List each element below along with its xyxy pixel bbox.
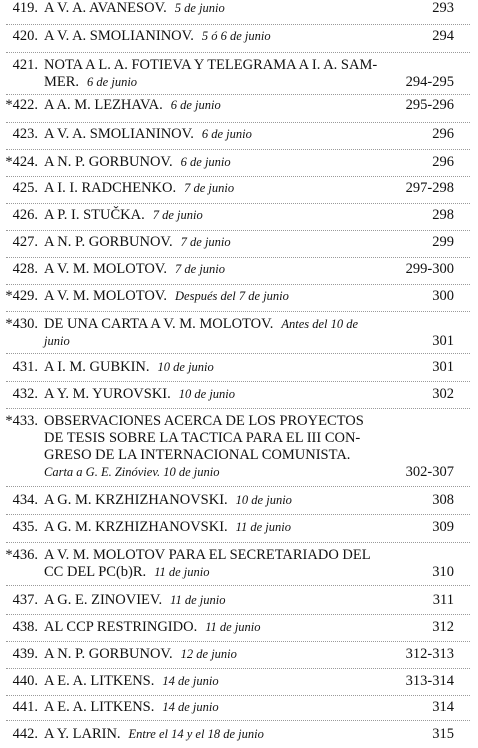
entry-title-line: A V. M. MOLOTOV. <box>44 261 168 277</box>
dotted-separator <box>6 486 470 487</box>
entry-page: 293 <box>432 0 454 16</box>
entry-date: 10 de junio <box>178 387 236 401</box>
entry-date: 6 de junio <box>201 127 252 141</box>
entry-page: 313-314 <box>405 673 454 689</box>
entry-title <box>44 699 416 716</box>
dotted-separator <box>6 720 470 721</box>
entry-title-line: A Y. M. YUROVSKI. <box>44 386 171 402</box>
dotted-separator <box>6 311 470 312</box>
entry-title <box>44 519 416 536</box>
entry-number: *422. <box>5 97 38 113</box>
entry-date: 7 de junio <box>184 181 235 195</box>
entry-date: 12 de junio <box>180 647 237 661</box>
dotted-separator <box>6 230 470 231</box>
entry-number: 442. <box>12 726 38 742</box>
dotted-separator <box>6 585 470 586</box>
entry-date: Antes del 10 de <box>281 317 359 331</box>
entry-page: 294-295 <box>405 74 454 90</box>
entry-number: *433. <box>5 413 38 429</box>
entry-title-line: A E. A. LITKENS. <box>44 673 155 689</box>
dotted-separator <box>6 203 470 204</box>
entry-title-line: A G. M. KRZHIZHANOVSKI. <box>44 492 228 508</box>
entry-page: 311 <box>432 592 454 608</box>
entry-number: 426. <box>12 207 38 223</box>
dotted-separator <box>6 122 470 123</box>
entry-title <box>44 359 416 376</box>
entry-title <box>44 673 416 690</box>
dotted-separator <box>6 408 470 409</box>
entry-title <box>44 234 416 251</box>
entry-title-line: A V. A. AVANESOV. <box>44 0 167 16</box>
entry-date: 7 de junio <box>175 262 226 276</box>
entry-page: 297-298 <box>405 180 454 196</box>
entry-page: 314 <box>432 699 454 715</box>
entry-number: 420. <box>12 28 38 44</box>
entry-title <box>44 288 416 305</box>
entry-page: 299 <box>432 234 454 250</box>
dotted-separator <box>6 149 470 150</box>
entry-page: 298 <box>432 207 454 223</box>
entry-date: Carta a G. E. Zinóviev. 10 de junio <box>44 465 220 479</box>
entry-page: 296 <box>432 126 454 142</box>
dotted-separator <box>6 542 470 543</box>
entry-title-line: A I. M. GUBKIN. <box>44 359 150 375</box>
dotted-separator <box>6 52 470 53</box>
entry-title <box>44 413 416 481</box>
entry-page: 312-313 <box>405 646 454 662</box>
entry-date: 10 de junio <box>235 493 292 507</box>
entry-number: 421. <box>12 57 38 73</box>
entry-title-line: CC DEL PC(b)R. <box>44 564 147 580</box>
entry-title-line: A N. P. GORBUNOV. <box>44 234 173 250</box>
entry-date: 6 de junio <box>180 155 231 169</box>
entry-page: 308 <box>432 492 454 508</box>
entry-title-line: A V. A. SMOLIANINOV. <box>44 28 194 44</box>
entry-date: 14 de junio <box>162 674 219 688</box>
entry-title-line: OBSERVACIONES ACERCA DE LOS PROYECTOS <box>44 413 364 429</box>
dotted-separator <box>6 641 470 642</box>
entry-title <box>44 492 416 509</box>
dotted-separator <box>6 353 470 354</box>
entry-number: 425. <box>12 180 38 196</box>
entry-page: 302 <box>432 386 454 402</box>
entry-date: 6 de junio <box>87 75 138 89</box>
entry-number: 435. <box>12 519 38 535</box>
entry-title <box>44 386 416 403</box>
entry-title-line: A G. M. KRZHIZHANOVSKI. <box>44 519 228 535</box>
dotted-separator <box>6 257 470 258</box>
entry-title-line: AL CCP RESTRINGIDO. <box>44 619 198 635</box>
entry-number: *429. <box>5 288 38 304</box>
entry-number: 441. <box>12 699 38 715</box>
entry-title-line: NOTA A L. A. FOTIEVA Y TELEGRAMA A I. A. SAM- <box>44 57 378 73</box>
entry-title <box>44 126 416 143</box>
dotted-separator <box>6 514 470 515</box>
entry-date: 11 de junio <box>154 565 210 579</box>
entry-page: 312 <box>432 619 454 635</box>
dotted-separator <box>6 381 470 382</box>
entry-date: 10 de junio <box>157 360 214 374</box>
entry-title <box>44 180 416 197</box>
dotted-separator <box>6 24 470 25</box>
entry-page: 310 <box>432 564 454 580</box>
entry-title <box>44 207 416 224</box>
entry-number: 428. <box>12 261 38 277</box>
entry-date: 11 de junio <box>205 620 261 634</box>
entry-page: 296 <box>432 154 454 170</box>
entry-title-line: A V. M. MOLOTOV. <box>44 288 168 304</box>
dotted-separator <box>6 176 470 177</box>
dotted-separator <box>6 695 470 696</box>
entry-number: *430. <box>5 316 38 332</box>
entry-title-line: A V. M. MOLOTOV PARA EL SECRETARIADO DEL <box>44 547 371 563</box>
entry-title <box>44 316 416 350</box>
dotted-separator <box>6 668 470 669</box>
entry-title-line: A I. I. RADCHENKO. <box>44 180 177 196</box>
entry-title <box>44 261 416 278</box>
entry-date: 11 de junio <box>235 520 291 534</box>
entry-title-line: A Y. LARIN. <box>44 726 121 742</box>
entry-page: 309 <box>432 519 454 535</box>
entry-number: 432. <box>12 386 38 402</box>
entry-number: 440. <box>12 673 38 689</box>
entry-title-line: MER. <box>44 74 80 90</box>
entry-number: 423. <box>12 126 38 142</box>
entry-title <box>44 619 416 636</box>
entry-title-line: A V. A. SMOLIANINOV. <box>44 126 194 142</box>
entry-number: 427. <box>12 234 38 250</box>
entry-number: 434. <box>12 492 38 508</box>
entry-number: *424. <box>5 154 38 170</box>
entry-title-line: DE UNA CARTA A V. M. MOLOTOV. <box>44 316 274 332</box>
entry-title <box>44 97 416 114</box>
entry-date: 7 de junio <box>152 208 203 222</box>
entry-title-line: DE TESIS SOBRE LA TACTICA PARA EL III CON- <box>44 430 361 446</box>
entry-title-line: A P. I. STUČKA. <box>44 207 145 223</box>
entry-page: 294 <box>432 28 454 44</box>
entry-title <box>44 592 416 609</box>
entry-page: 295-296 <box>405 97 454 113</box>
entry-date: Entre el 14 y el 18 de junio <box>128 727 264 741</box>
entry-title-line: A A. M. LEZHAVA. <box>44 97 163 113</box>
entry-number: 419. <box>12 0 38 16</box>
dotted-separator <box>6 94 470 95</box>
entry-date: 7 de junio <box>180 235 231 249</box>
entry-page: 300 <box>432 288 454 304</box>
entry-title-line: A E. A. LITKENS. <box>44 699 155 715</box>
entry-title-line: A N. P. GORBUNOV. <box>44 154 173 170</box>
entry-title <box>44 646 416 663</box>
entry-title <box>44 547 416 581</box>
entry-title-line: A N. P. GORBUNOV. <box>44 646 173 662</box>
entry-date: 6 de junio <box>170 98 221 112</box>
entry-date-continued: junio <box>44 334 70 348</box>
entry-title <box>44 0 416 17</box>
entry-number: 438. <box>12 619 38 635</box>
entry-number: 439. <box>12 646 38 662</box>
entry-title-line: A G. E. ZINOVIEV. <box>44 592 163 608</box>
entry-date: 14 de junio <box>162 700 219 714</box>
entry-page: 315 <box>432 726 454 742</box>
entry-title <box>44 154 416 171</box>
entry-title <box>44 28 416 45</box>
entry-page: 302-307 <box>405 464 454 480</box>
dotted-separator <box>6 284 470 285</box>
entry-title <box>44 57 416 91</box>
entry-title <box>44 726 416 743</box>
entry-number: 437. <box>12 592 38 608</box>
entry-page: 301 <box>432 359 454 375</box>
dotted-separator <box>6 614 470 615</box>
entry-date: 5 ó 6 de junio <box>201 29 271 43</box>
entry-page: 299-300 <box>405 261 454 277</box>
entry-number: *436. <box>5 547 38 563</box>
entry-date: 11 de junio <box>170 593 226 607</box>
entry-number: 431. <box>12 359 38 375</box>
entry-date: Después del 7 de junio <box>175 289 289 303</box>
entry-date: 5 de junio <box>174 1 225 15</box>
entry-page: 301 <box>432 333 454 349</box>
entry-title-line: GRESO DE LA INTERNACIONAL COMUNISTA. <box>44 447 351 463</box>
